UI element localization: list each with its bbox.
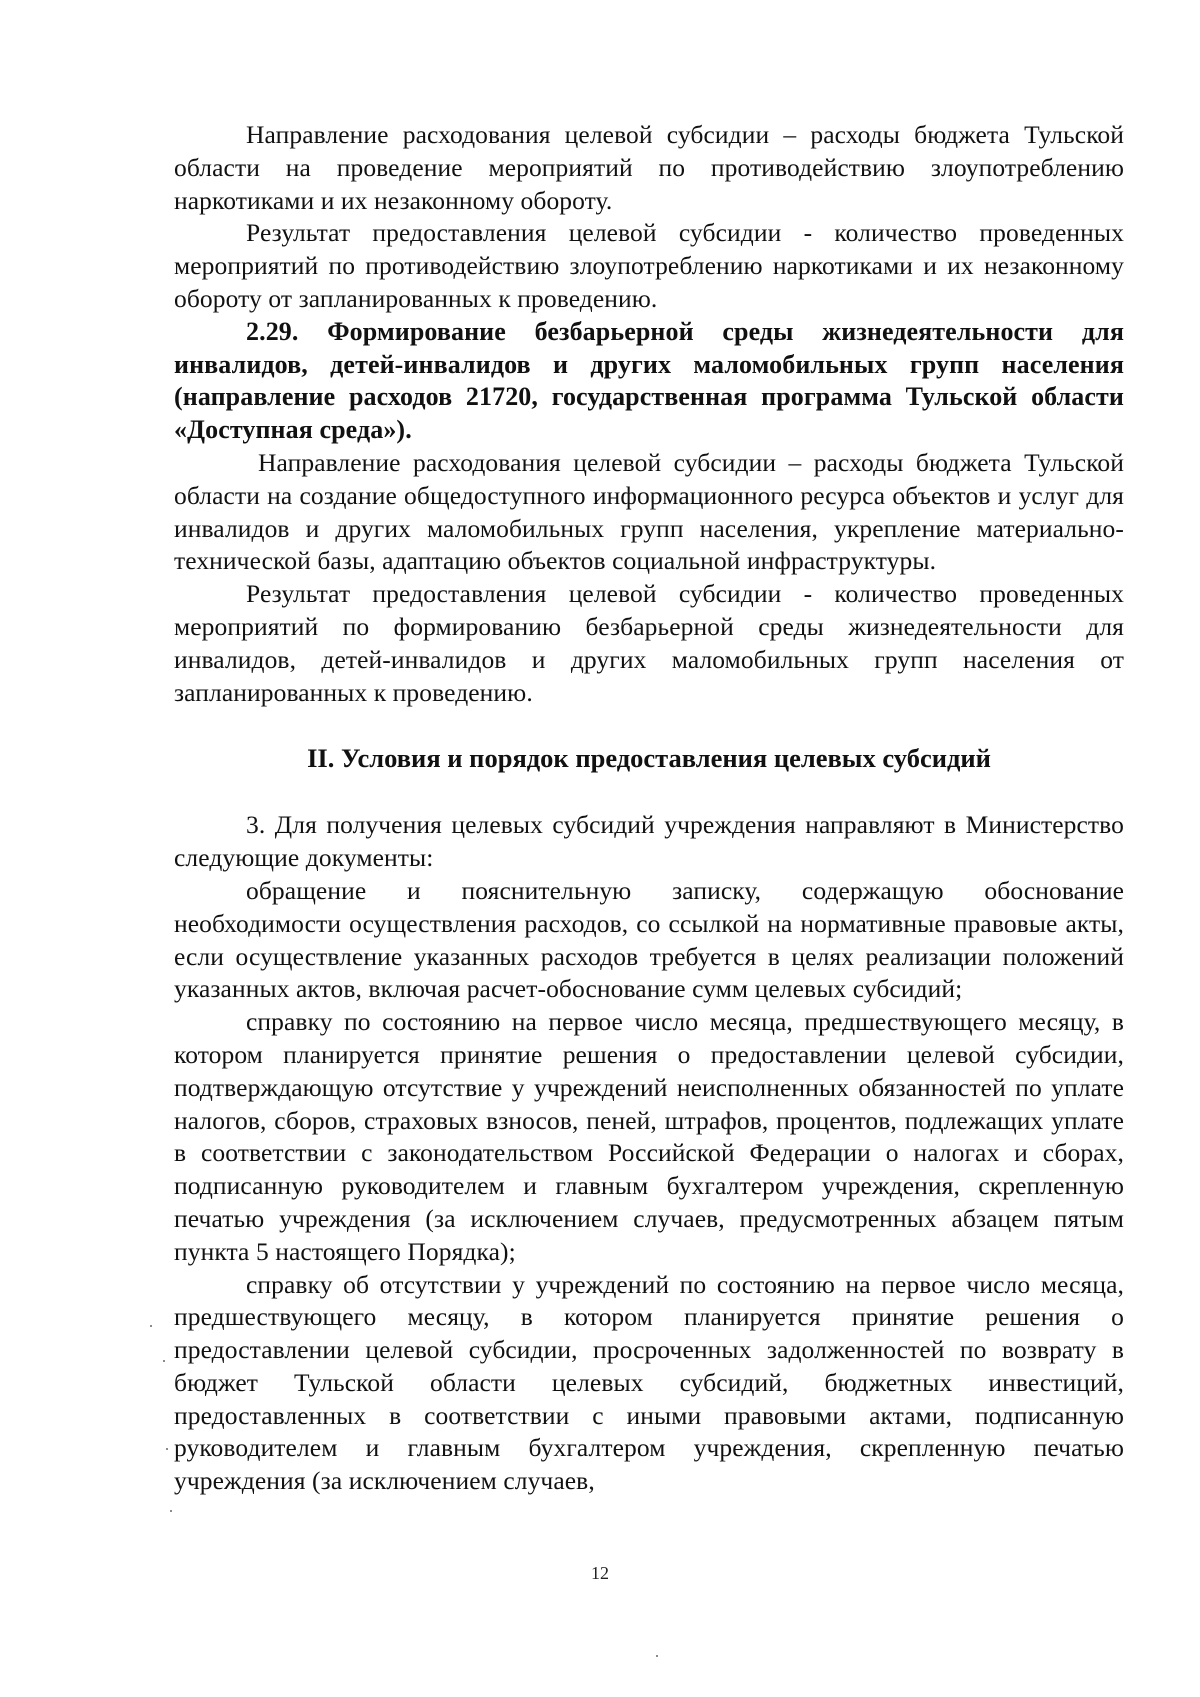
section-heading: II. Условия и порядок предоставления целевых субсидий [307,743,991,774]
paragraph-result-accessibility: Результат предоставления целевой субсидии - количество проведенных мероприятий по формированию безбарьерной среды жизнедеятельности для инвалидов, детей-инвалидов и других маломобильных групп населения от запланированных к проведению. [174,579,1124,707]
scan-speck [166,1448,168,1450]
paragraph-expense-direction-accessibility: Направление расходования целевой субсидии – расходы бюджета Тульской области на создание общедоступного информационного ресурса объектов и услуг для инвалидов и других маломобильных групп населения, укрепление материально-технической базы, адаптацию объектов социальной инфраструктуры. [174,447,1124,576]
document-body [174,119,1124,1498]
paragraph-tax-certificate: справку по состоянию на первое число месяца, предшествующего месяцу, в котором планируется принятие решения о предоставлении целевой субсидии, подтверждающую отсутствие у учреждений неисполненных обязанностей по уплате налогов, сборов, страховых взносов, пеней, штрафов, процентов, подлежащих уплате в соответствии с законодательством Российской Федерации о налогах и сборах, подписанную руководителем и главным бухгалтером учреждения, скрепленную печатью учреждения (за исключением случаев, предусмотренных абзацем пятым пункта 5 настоящего Порядка); [174,1007,1124,1266]
subsection-heading-2-29: 2.29. Формирование безбарьерной среды жизнедеятельности для инвалидов, детей-инвалидов и других маломобильных групп населения (направление расходов 21720, государственная программа Тульской области «Доступная среда»). [174,316,1124,445]
scan-speck [656,1655,658,1657]
paragraph-appeal-and-note: обращение и пояснительную записку, содержащую обоснование необходимости осуществления расходов, со ссылкой на нормативные правовые акты, если осуществление указанных расходов требуется в целях реализации положений указанных актов, включая расчет-обоснование сумм целевых субсидий; [174,875,1124,1004]
paragraph-debt-certificate: справку об отсутствии у учреждений по состоянию на первое число месяца, предшествующего месяцу, в котором планируется принятие решения о предоставлении целевой субсидии, просроченных задолженностей по возврату в бюджет Тульской области целевых субсидий, бюджетных инвестиций, предоставленных в соответствии с иными правовыми актами, подписанную руководителем и главным бухгалтером учреждения, скрепленную печатью учреждения (за исключением случаев, [174,1269,1124,1496]
scan-speck [150,1325,152,1327]
scan-speck [170,1510,172,1512]
paragraph-expense-direction-narcotics: Направление расходования целевой субсидии – расходы бюджета Тульской области на проведение мероприятий по противодействию злоупотреблению наркотиками и их незаконному обороту. [174,120,1124,215]
page-number: 12 [591,1563,609,1583]
paragraph-item-3: 3. Для получения целевых субсидий учреждения направляют в Министерство следующие документы: [174,810,1124,873]
paragraph-result-narcotics: Результат предоставления целевой субсидии - количество проведенных мероприятий по противодействию злоупотреблению наркотиками и их незаконному обороту от запланированных к проведению. [174,218,1124,313]
scan-speck [163,1360,165,1362]
